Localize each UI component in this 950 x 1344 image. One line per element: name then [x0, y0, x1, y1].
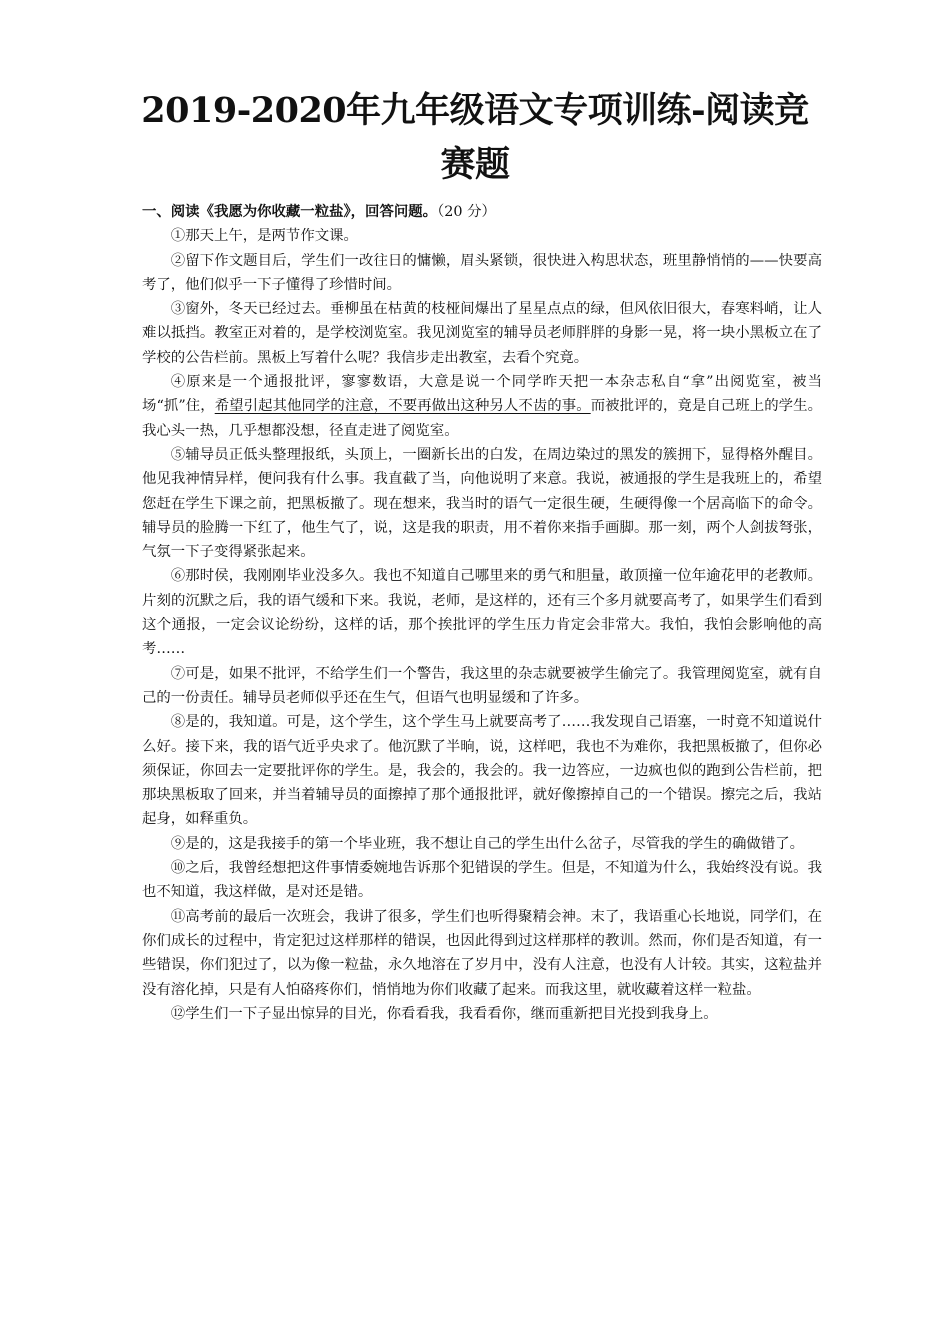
paragraph-2: ②留下作文题目后，学生们一改往日的慵懒，眉头紧锁，很快进入构思状态，班里静悄悄的——快要高考了，他们似乎一下子懂得了珍惜时间。 — [142, 252, 822, 293]
paragraph-10: ⑩之后，我曾经想把这件事情委婉地告诉那个犯错误的学生。但是，不知道为什么，我始终没有说。我也不知道，我这样做，是对还是错。 — [142, 860, 822, 901]
document-title: 2019-2020年九年级语文专项训练-阅读竞赛题 — [141, 90, 809, 185]
section-heading — [142, 200, 822, 224]
paragraph-4-end: 而被批评的，竟是自己班上的学生。我心头一热，几乎想都没想，径直走进了阅览室。 — [142, 398, 822, 439]
paragraph-6: ⑥那时侯，我刚刚毕业没多久。我也不知道自己哪里来的勇气和胆量，敢顶撞一位年逾花甲的老教师。片刻的沉默之后，我的语气缓和下来。我说，老师，是这样的，还有三个多月就要高考了，如果学生们看到这个通报，一定会议论纷纷，这样的话，那个挨批评的学生压力肯定会非常大。我怕，我怕会影响他的高考…… — [142, 568, 822, 658]
paragraph-5: ⑤辅导员正低头整理报纸，头顶上，一圈新长出的白发，在周边染过的黑发的簇拥下，显得格外醒目。他见我神情异样，便问我有什么事。我直截了当，向他说明了来意。我说，被通报的学生是我班上的，希望您赶在学生下课之前，把黑板撤了。现在想来，我当时的语气一定很生硬，生硬得像一个居高临下的命令。辅导员的脸腾一下红了，他生气了，说，这是我的职责，用不着你来指手画脚。那一刻，两个人剑拔弩张，气氛一下子变得紧张起来。 — [142, 446, 822, 561]
underlined-sentence: 希望引起其他同学的注意，不要再做出这种另人不齿的事。 — [214, 398, 591, 415]
paragraph-4 — [142, 370, 822, 443]
paragraph-8: ⑧是的，我知道。可是，这个学生，这个学生马上就要高考了……我发现自己语塞，一时竟不知道说什么好。接下来，我的语气近乎央求了。他沉默了半晌，说，这样吧，我也不为难你，我把黑板撤了，但你必须保证，你回去一定要批评你的学生。是，我会的，我会的。我一边答应，一边疯也似的跑到公告栏前，把那块黑板取了回来，并当着辅导员的面擦掉了那个通报批评，就好像擦掉自己的一个错误。擦完之后，我站起身，如释重负。 — [142, 714, 822, 828]
paragraph-3: ③窗外，冬天已经过去。垂柳虽在枯黄的枝桠间爆出了星星点点的绿，但风依旧很大，春寒料峭，让人难以抵挡。教室正对着的，是学校浏览室。我见浏览室的辅导员老师胖胖的身影一晃，将一块小黑板立在了学校的公告栏前。黑板上写着什么呢？我信步走出教室，去看个究竟。 — [142, 301, 822, 366]
section-score: （20 分） — [437, 204, 496, 220]
section-heading-text: 一、阅读《我愿为你收藏一粒盐》，回答问题。 — [142, 203, 438, 220]
reading-section — [142, 200, 822, 1026]
paragraph-1: ①那天上午，是两节作文课。 — [170, 228, 358, 245]
paragraph-4-start: ④原来是一个通报批评，寥寥数语，大意是说一个同学昨天把一本杂志私自“拿”出阅览室，被当场“抓”住， — [142, 374, 822, 415]
paragraph-12: ⑫学生们一下子显出惊异的目光，你看看我，我看看你，继而重新把目光投到我身上。 — [170, 1005, 718, 1022]
paragraph-9: ⑨是的，这是我接手的第一个毕业班，我不想让自己的学生出什么岔子，尽管我的学生的确做错了。 — [170, 835, 804, 852]
paragraph-11: ⑪高考前的最后一次班会，我讲了很多，学生们也听得聚精会神。末了，我语重心长地说，同学们，在你们成长的过程中，肯定犯过这样那样的错误，也因此得到过这样那样的教训。然而，你们是否知道，有一些错误，你们犯过了，以为像一粒盐，永久地溶在了岁月中，没有人注意，也没有人计较。其实，这粒盐并没有溶化掉，只是有人怕硌疼你们，悄悄地为你们收藏了起来。而我这里，就收藏着这样一粒盐。 — [142, 908, 822, 998]
paragraph-7: ⑦可是，如果不批评，不给学生们一个警告，我这里的杂志就要被学生偷完了。我管理阅览室，就有自己的一份责任。辅导员老师似乎还在生气，但语气也明显缓和了许多。 — [142, 665, 822, 706]
